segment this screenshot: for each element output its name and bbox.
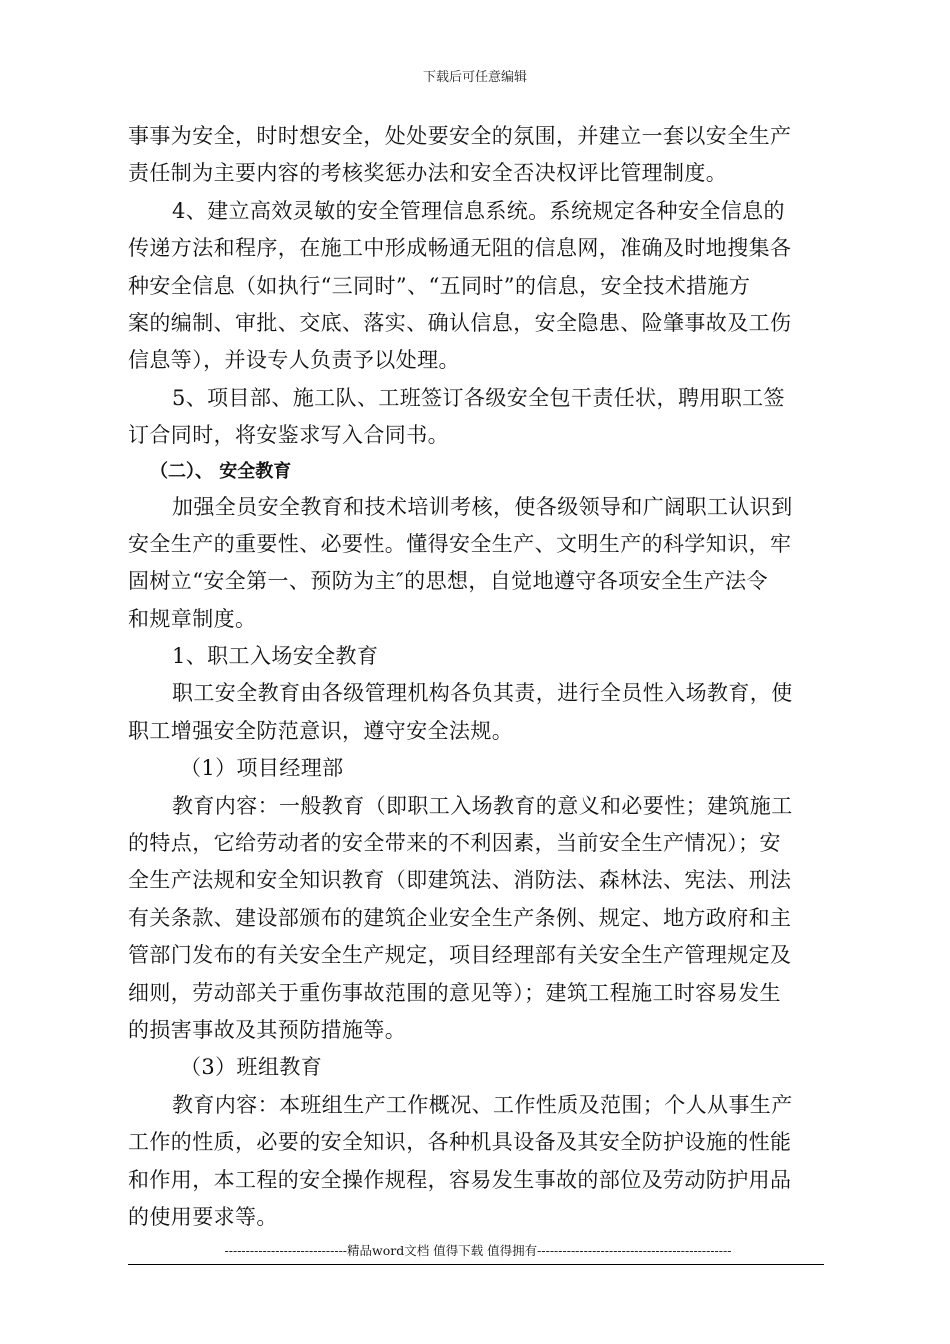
paragraph-line: 管部门发布的有关安全生产规定，项目经理部有关安全生产管理规定及 — [128, 943, 792, 968]
paragraph-line: 的损害事故及其预防措施等。 — [128, 1017, 407, 1042]
paragraph-line: 1、职工入场安全教育 — [172, 644, 379, 669]
paragraph-line: 职工安全教育由各级管理机构各负其责，进行全员性入场教育，使 — [172, 681, 793, 706]
paragraph-line: 职工增强安全防范意识，遵守安全法规。 — [128, 718, 514, 743]
paragraph-line: 细则，劳动部关于重伤事故范围的意见等）；建筑工程施工时容易发生 — [128, 980, 781, 1005]
paragraph-line: 有关条款、建设部颁布的建筑企业安全生产条例、规定、地方政府和主 — [128, 905, 792, 930]
paragraph-line: 信息等），并设专人负责予以处理。 — [128, 348, 460, 373]
paragraph-line: 责任制为主要内容的考核奖惩办法和安全否决权评比管理制度。 — [128, 161, 728, 186]
paragraph-line: 加强全员安全教育和技术培训考核，使各级领导和广阔职工认识到 — [172, 494, 793, 519]
document-body — [128, 118, 828, 1236]
paragraph-line: 安全生产的重要性、必要性。懂得安全生产、文明生产的科学知识，牢 — [128, 531, 792, 556]
paragraph-line: 固树立“安全第一、预防为主″的思想，自觉地遵守各项安全生产法令 — [128, 569, 768, 594]
paragraph-line: 和作用，本工程的安全操作规程，容易发生事故的部位及劳动防护用品 — [128, 1167, 792, 1192]
paragraph-line: 订合同时，将安鉴求写入合同书。 — [128, 423, 449, 448]
paragraph-line: （3）班组教育 — [180, 1055, 323, 1080]
paragraph-line: 工作的性质，必要的安全知识，各种机具设备及其安全防护设施的性能 — [128, 1130, 792, 1155]
paragraph-line: 和规章制度。 — [128, 606, 257, 631]
paragraph-line: 教育内容：本班组生产工作概况、工作性质及范围；个人从事生产 — [172, 1092, 793, 1117]
page-footer: -----------------------------精品word文档 值得下载 值得拥有---------------------------------------------- — [224, 1243, 732, 1258]
paragraph-line: 案的编制、审批、交底、落实、确认信息，安全隐患、险肇事故及工伤 — [128, 310, 792, 335]
paragraph-line: 的特点，它给劳动者的安全带来的不利因素，当前安全生产情况）；安 — [128, 831, 781, 856]
paragraph-line: （1）项目经理部 — [180, 756, 344, 781]
paragraph-line: 全生产法规和安全知识教育（即建筑法、消防法、森林法、宪法、刑法 — [128, 868, 792, 893]
paragraph-line: 传递方法和程序，在施工中形成畅通无阻的信息网，准确及时地搜集各 — [128, 236, 792, 261]
page-header: 下载后可任意编辑 — [422, 70, 527, 85]
section-heading: （二）、 安全教育 — [150, 460, 292, 482]
paragraph-line: 教育内容：一般教育（即职工入场教育的意义和必要性；建筑施工 — [172, 793, 793, 818]
paragraph-line: 5、项目部、施工队、工班签订各级安全包干责任状，聘用职工签 — [172, 385, 785, 410]
paragraph-line: 4、建立高效灵敏的安全管理信息系统。系统规定各种安全信息的 — [172, 198, 785, 223]
footer-rule — [128, 1264, 824, 1265]
paragraph-line: 种安全信息（如执行“三同时”、“五同时”的信息，安全技术措施方 — [128, 273, 751, 298]
paragraph-line: 事事为安全，时时想安全，处处要安全的氛围，并建立一套以安全生产 — [128, 124, 792, 148]
paragraph-line: 的使用要求等。 — [128, 1204, 278, 1229]
